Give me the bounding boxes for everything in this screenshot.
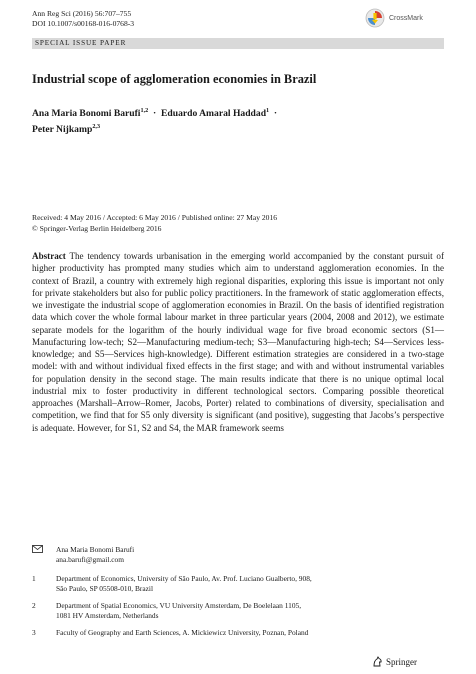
affiliation-line: Faculty of Geography and Earth Sciences, A. Mickiewicz University, Poznan, Poland xyxy=(56,628,309,637)
footnotes xyxy=(32,545,444,642)
abstract-paragraph xyxy=(32,250,444,434)
affiliation-mark: 1 xyxy=(32,574,36,583)
corresponding-email[interactable]: ana.barufi@gmail.com xyxy=(56,555,124,564)
author-name[interactable]: Eduardo Amaral Haddad xyxy=(161,108,267,120)
corresponding-author xyxy=(32,545,444,565)
affiliation-2 xyxy=(32,601,444,621)
crossmark-label: CrossMark xyxy=(389,14,423,22)
author-name[interactable]: Ana Maria Bonomi Barufi xyxy=(32,108,141,120)
journal-header xyxy=(32,9,134,29)
crossmark-badge[interactable] xyxy=(365,8,423,28)
author-separator: · xyxy=(153,108,157,120)
affiliation-1 xyxy=(32,574,444,594)
author-affiliation-mark: 1 xyxy=(266,107,270,114)
publisher-name: Springer xyxy=(386,656,417,667)
abstract-text: The tendency towards urbanisation in the emerging world accompanied by the constant pursuit of higher productivity has prompted many studies which aim to understand agglomeration economies. In the context of Brazil, a country with extremely high regional disparities, exploring this issue is important not only for private stakeholders but also for public policy practitioners. In the framework of static agglomeration effects, we investigate the industrial scope of agglomeration economies in Brazil. On the basis of identified registration data which cover the whole formal labour market in three particular years (2004, 2008 and 2012), we estimate separate models for the logarithm of the hourly individual wage for five broad economic sectors (S1—Manufacturing low-tech; S2—Manufacturing medium-tech; S3—Manufacturing high-tech; S4—Services less-knowledge; and S5—Services high-knowledge). Different estimation strategies are considered in a two-stage model: with and without individual fixed effects in the first stage; and with and without instrumental variables for population density in the second stage. The main results indicate that there is no unique optimal local industrial mix to foster productivity in different technological sectors. Comparing possible theoretical approaches (Marshall–Arrow–Romer, Jacobs, Porter) related to combinations of diversity, specialisation and competition, we find that for S5 only diversity is significant (and positive), suggesting that Jacobs’s perspective is adequate. However, for S1, S2 and S4, the MAR framework seems xyxy=(32,251,445,433)
crossmark-icon xyxy=(365,8,385,28)
corresponding-name: Ana Maria Bonomi Barufi xyxy=(56,545,135,554)
springer-horse-icon xyxy=(372,656,383,667)
affiliation-line: São Paulo, SP 05508-010, Brazil xyxy=(56,584,154,593)
affiliation-line: Department of Spatial Economics, VU University Amsterdam, De Boelelaan 1105, xyxy=(56,601,302,610)
abstract-label: Abstract xyxy=(32,251,66,261)
dates-line: Received: 4 May 2016 / Accepted: 6 May 2016 / Published online: 27 May 2016 xyxy=(32,213,278,222)
copyright-line: © Springer-Verlag Berlin Heidelberg 2016 xyxy=(32,224,162,233)
paper-title: Industrial scope of agglomeration economies in Brazil xyxy=(32,72,317,86)
affiliation-line: Department of Economics, University of São Paulo, Av. Prof. Luciano Gualberto, 908, xyxy=(56,574,312,583)
affiliation-mark: 2 xyxy=(32,601,36,610)
envelope-icon xyxy=(32,545,56,565)
journal-citation: Ann Reg Sci (2016) 56:707–755 xyxy=(32,9,132,18)
publication-history xyxy=(32,212,277,234)
affiliation-mark: 3 xyxy=(32,628,36,637)
affiliation-3 xyxy=(32,628,444,638)
author-line-1 xyxy=(32,104,432,120)
publisher-logo xyxy=(372,656,417,667)
doi[interactable]: DOI 10.1007/s00168-016-0768-3 xyxy=(32,19,135,28)
author-affiliation-mark: 2,3 xyxy=(92,123,101,131)
author-separator: · xyxy=(273,108,278,120)
author-affiliation-mark: 1,2 xyxy=(140,107,149,114)
author-line-2 xyxy=(32,120,432,136)
affiliation-line: 1081 HV Amsterdam, Netherlands xyxy=(56,611,159,620)
author-list xyxy=(32,104,432,136)
section-banner: SPECIAL ISSUE PAPER xyxy=(32,38,444,49)
author-name[interactable]: Peter Nijkamp xyxy=(32,124,93,136)
